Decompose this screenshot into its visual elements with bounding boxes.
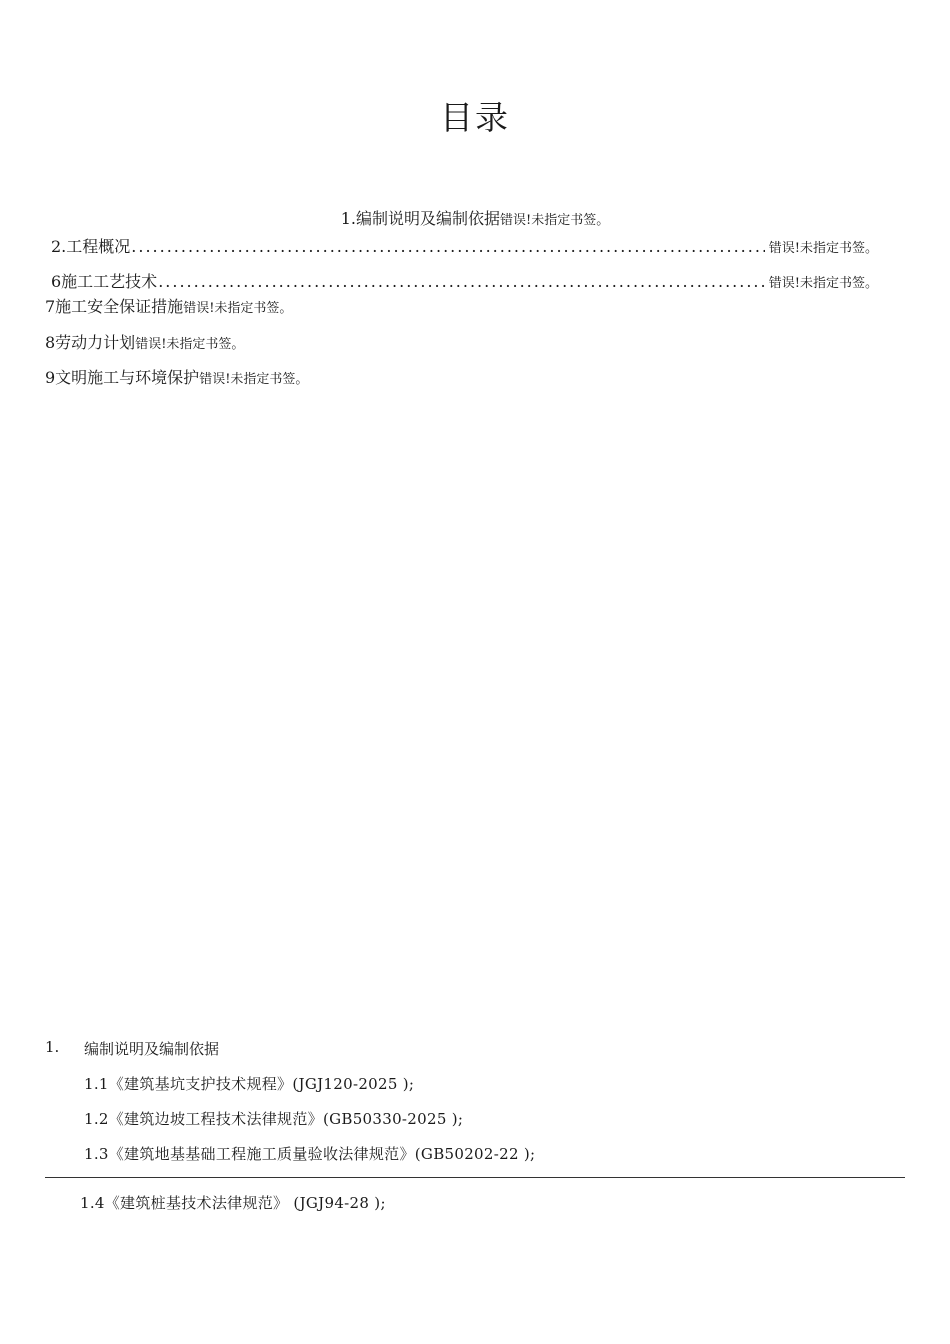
toc-entry-label: 2.工程概况 (51, 237, 131, 256)
toc-entry-page-ref: 错误!未指定书签。 (500, 213, 610, 228)
toc-entry-page-ref: 错误!未指定书签。 (183, 301, 293, 316)
toc-entry[interactable] (51, 272, 878, 294)
toc-entry[interactable] (0, 209, 950, 231)
toc-entry-label: 8劳动力计划 (45, 333, 136, 352)
toc-entry[interactable] (51, 237, 878, 259)
toc-entry-page-ref: 错误!未指定书签。 (768, 241, 878, 256)
toc-title: 目录 (440, 98, 510, 137)
reference-item: 1.1《建筑基坑支护技术规程》(JGJ120-2025 ); (84, 1075, 415, 1093)
toc-entry-label: 7施工安全保证措施 (45, 297, 184, 316)
dot-leader (158, 272, 765, 292)
toc-entry[interactable] (45, 333, 244, 355)
toc-entry-label: 6施工工艺技术 (51, 272, 158, 291)
horizontal-rule (45, 1177, 905, 1178)
dot-leader (131, 237, 764, 257)
reference-item: 1.4《建筑桩基技术法律规范》 (JGJ94-28 ); (80, 1194, 386, 1212)
toc-entry-label: 1.编制说明及编制依据 (340, 209, 501, 228)
reference-item: 1.2《建筑边坡工程技术法律规范》(GB50330-2025 ); (84, 1110, 464, 1128)
toc-entry[interactable] (45, 297, 292, 319)
reference-item: 1.3《建筑地基基础工程施工质量验收法律规范》(GB50202-22 ); (84, 1145, 536, 1163)
toc-entry-label: 9文明施工与环境保护 (45, 368, 200, 387)
toc-entry[interactable] (45, 368, 308, 390)
toc-entry-page-ref: 错误!未指定书签。 (199, 372, 309, 387)
toc-entry-page-ref: 错误!未指定书签。 (135, 337, 245, 352)
section-title: 编制说明及编制依据 (84, 1040, 220, 1058)
section-number: 1. (45, 1038, 60, 1056)
toc-entry-page-ref: 错误!未指定书签。 (768, 276, 878, 291)
